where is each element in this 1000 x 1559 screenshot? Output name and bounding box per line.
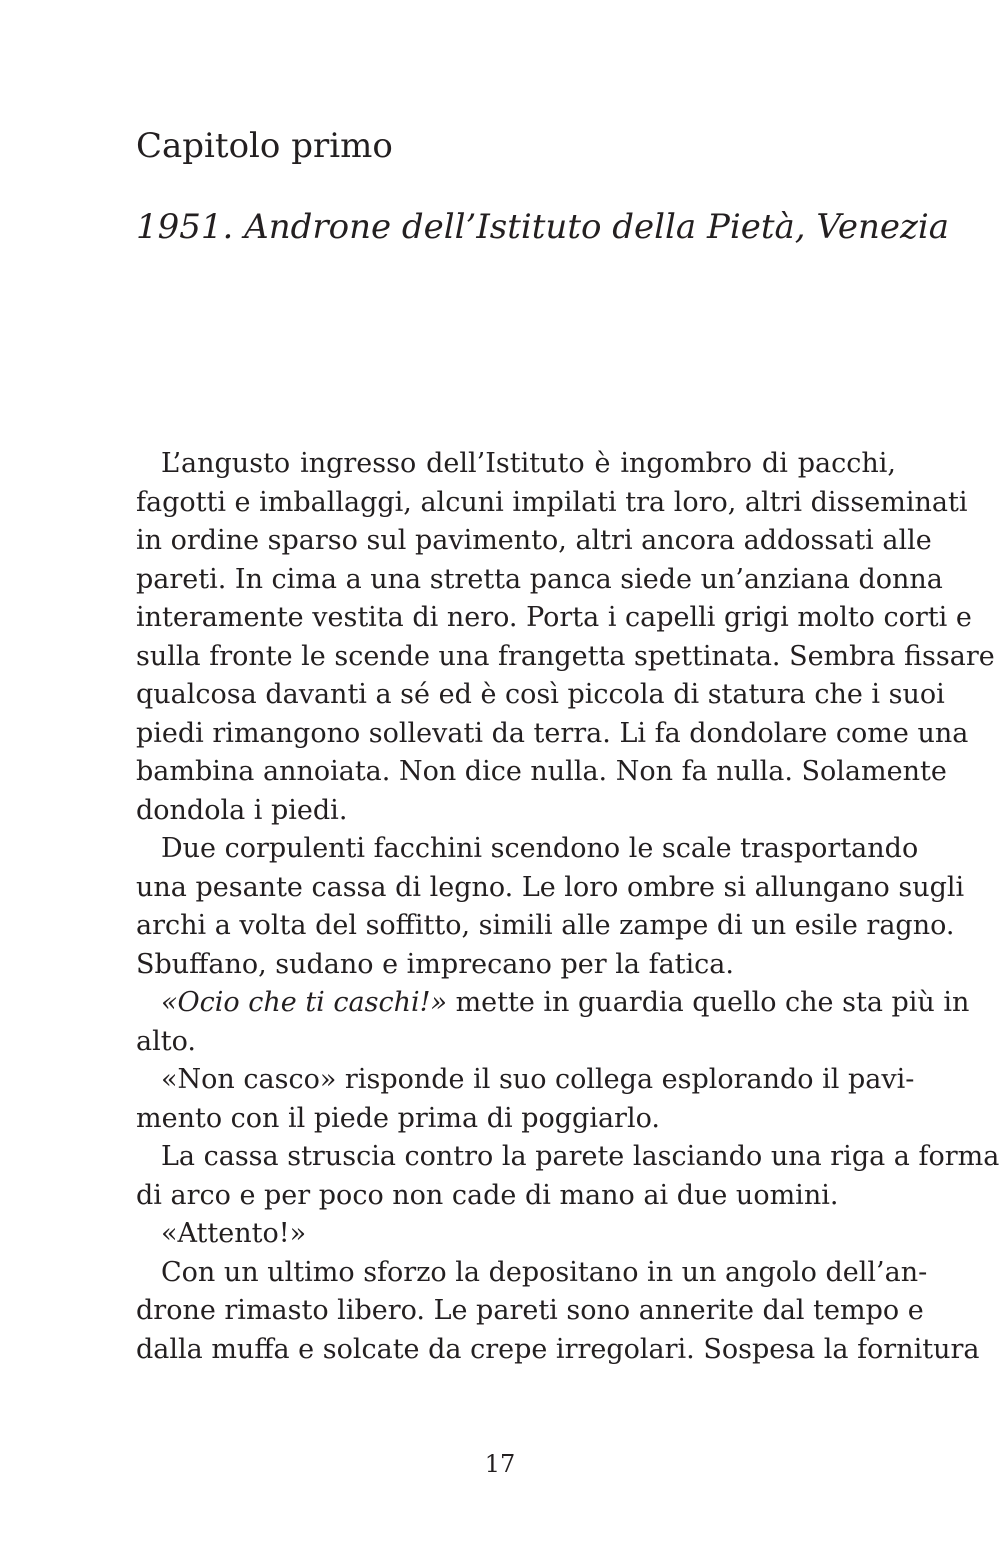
text-line: dalla muffa e solcate da crepe irregolari. Sospesa la fornitura [136, 1333, 980, 1365]
text-line: mento con il piede prima di poggiarlo. [136, 1102, 660, 1134]
text-line: Sbuffano, sudano e imprecano per la fatica. [136, 948, 734, 980]
text-line: alto. [136, 1025, 196, 1057]
text-line: «Non casco» risponde il suo collega esplorando il pavi- [161, 1064, 915, 1095]
chapter-subtitle: 1951. Androne dell’Istituto della Pietà, Venezia [136, 207, 950, 247]
text-line: interamente vestita di nero. Porta i capelli grigi molto corti e [136, 602, 972, 633]
text-line: dondola i piedi. [136, 794, 348, 826]
page-number: 17 [484, 1450, 516, 1478]
text-line: pareti. In cima a una stretta panca siede un’anziana donna [136, 563, 943, 595]
text-line-mixed [136, 984, 970, 1023]
text-line: drone rimasto libero. Le pareti sono annerite dal tempo e [136, 1295, 924, 1326]
text-line: sulla fronte le scende una frangetta spettinata. Sembra fissare [136, 640, 995, 672]
text-line: La cassa struscia contro la parete lasciando una riga a forma [161, 1141, 1000, 1172]
text-line: qualcosa davanti a sé ed è così piccola di statura che i suoi [136, 679, 945, 710]
text-line: di arco e per poco non cade di mano ai due uomini. [136, 1179, 839, 1211]
text-line: archi a volta del soffitto, simili alle zampe di un esile ragno. [136, 910, 955, 941]
text-line: in ordine sparso sul pavimento, altri ancora addossati alle [136, 525, 932, 556]
chapter-title: Capitolo primo [136, 126, 393, 166]
text-line: piedi rimangono sollevati da terra. Li fa dondolare come una [136, 717, 969, 749]
text-line: Con un ultimo sforzo la depositano in un angolo dell’an- [161, 1256, 928, 1288]
text-line: L’angusto ingresso dell’Istituto è ingombro di pacchi, [161, 448, 896, 479]
text-line: fagotti e imballaggi, alcuni impilati tra loro, altri disseminati [136, 486, 968, 518]
italic-dialogue: «Ocio che ti caschi!» [161, 987, 447, 1018]
text-line: «Attento!» [161, 1218, 307, 1249]
text-line: una pesante cassa di legno. Le loro ombre si allungano sugli [136, 871, 965, 903]
dialogue-tail: mette in guardia quello che sta più in [446, 987, 970, 1018]
text-line: Due corpulenti facchini scendono le scale trasportando [161, 833, 919, 864]
chapter-body [136, 445, 1000, 1369]
text-line: bambina annoiata. Non dice nulla. Non fa nulla. Solamente [136, 756, 947, 787]
